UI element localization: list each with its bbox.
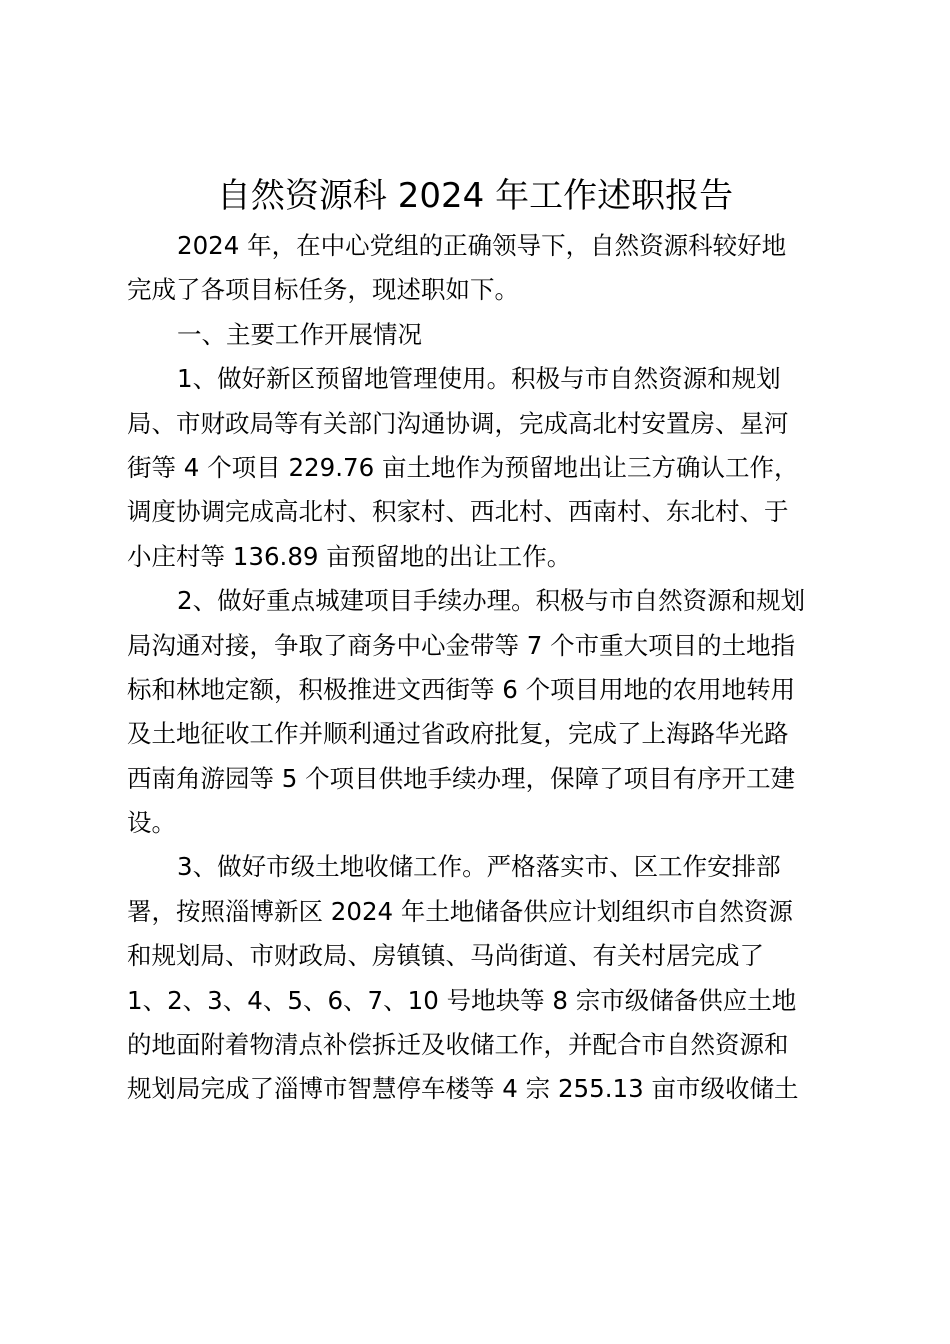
text-line: 调度协调完成高北村、积家村、西北村、西南村、东北村、于 [127, 497, 789, 527]
text-line: 3、做好市级土地收储工作。严格落实市、区工作安排部 [177, 852, 781, 882]
text-line: 及土地征收工作并顺利通过省政府批复，完成了上海路华光路 [127, 719, 789, 749]
text-line: 2024 年，在中心党组的正确领导下，自然资源科较好地 [177, 231, 787, 260]
text-line: 西南角游园等 5 个项目供地手续办理，保障了项目有序开工建 [127, 763, 796, 793]
document-title: 自然资源科 2024 年工作述职报告 [216, 176, 734, 216]
text-line: 小庄村等 136.89 亩预留地的出让工作。 [127, 541, 572, 571]
text-line: 署，按照淄博新区 2024 年土地储备供应计划组织市自然资源 [127, 896, 793, 926]
text-line: 的地面附着物清点补偿拆迁及收储工作，并配合市自然资源和 [127, 1030, 789, 1060]
text-line: 1、做好新区预留地管理使用。积极与市自然资源和规划 [177, 364, 781, 394]
text-line: 标和林地定额，积极推进文西街等 6 个项目用地的农用地转用 [127, 674, 796, 704]
text-line: 1、2、3、4、5、6、7、10 号地块等 8 宗市级储备供应土地 [127, 985, 797, 1015]
document-body [127, 224, 833, 1112]
text-line: 规划局完成了淄博市智慧停车楼等 4 宗 255.13 亩市级收储土 [127, 1074, 799, 1104]
text-line: 和规划局、市财政局、房镇镇、马尚街道、有关村居完成了 [127, 941, 764, 971]
text-line: 局、市财政局等有关部门沟通协调，完成高北村安置房、星河 [127, 408, 789, 438]
text-line: 局沟通对接，争取了商务中心金带等 7 个市重大项目的土地指 [127, 630, 796, 660]
text-line: 街等 4 个项目 229.76 亩土地作为预留地出让三方确认工作， [127, 452, 799, 482]
text-line: 完成了各项目标任务，现述职如下。 [127, 275, 519, 305]
text-line: 一、主要工作开展情况 [177, 319, 422, 349]
text-line: 设。 [127, 808, 176, 838]
text-line: 2、做好重点城建项目手续办理。积极与市自然资源和规划 [177, 586, 806, 616]
